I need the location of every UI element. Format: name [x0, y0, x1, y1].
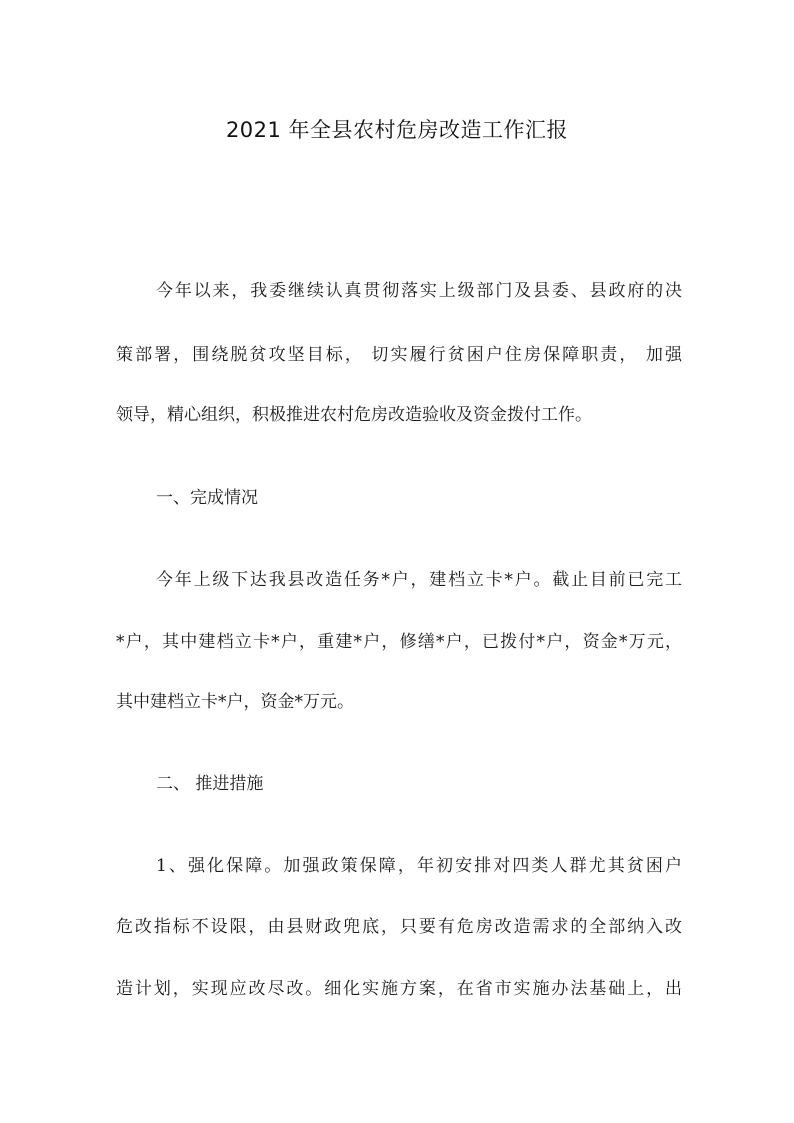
- paragraph-line: 今年上级下达我县改造任务*户，建档立卡*户。截止目前已完工: [156, 570, 682, 590]
- section-heading-completion: 一、完成情况: [156, 488, 258, 508]
- paragraph-line: 今年以来，我委继续认真贯彻落实上级部门及县委、县政府的决: [156, 281, 682, 301]
- paragraph-line: 造计划，实现应改尽改。细化实施方案，在省市实施办法基础上，出: [116, 979, 682, 999]
- paragraph-line: 领导，精心组织，积极推进农村危房改造验收及资金拨付工作。: [116, 405, 592, 425]
- paragraph-line: 1、强化保障。加强政策保障，年初安排对四类人群尤其贫困户: [156, 856, 682, 876]
- paragraph-line: 策部署，围绕脱贫攻坚目标， 切实履行贫困户住房保障职责， 加强: [116, 345, 682, 365]
- paragraph-line: 危改指标不设限，由县财政兜底，只要有危房改造需求的全部纳入改: [116, 917, 682, 937]
- section-heading-measures: 二、 推进措施: [156, 774, 264, 794]
- paragraph-line: *户，其中建档立卡*户，重建*户，修缮*户，已拨付*户，资金*万元，: [116, 632, 682, 652]
- paragraph-line: 其中建档立卡*户，资金*万元。: [116, 692, 354, 712]
- document-title: 2021 年全县农村危房改造工作汇报: [225, 118, 569, 142]
